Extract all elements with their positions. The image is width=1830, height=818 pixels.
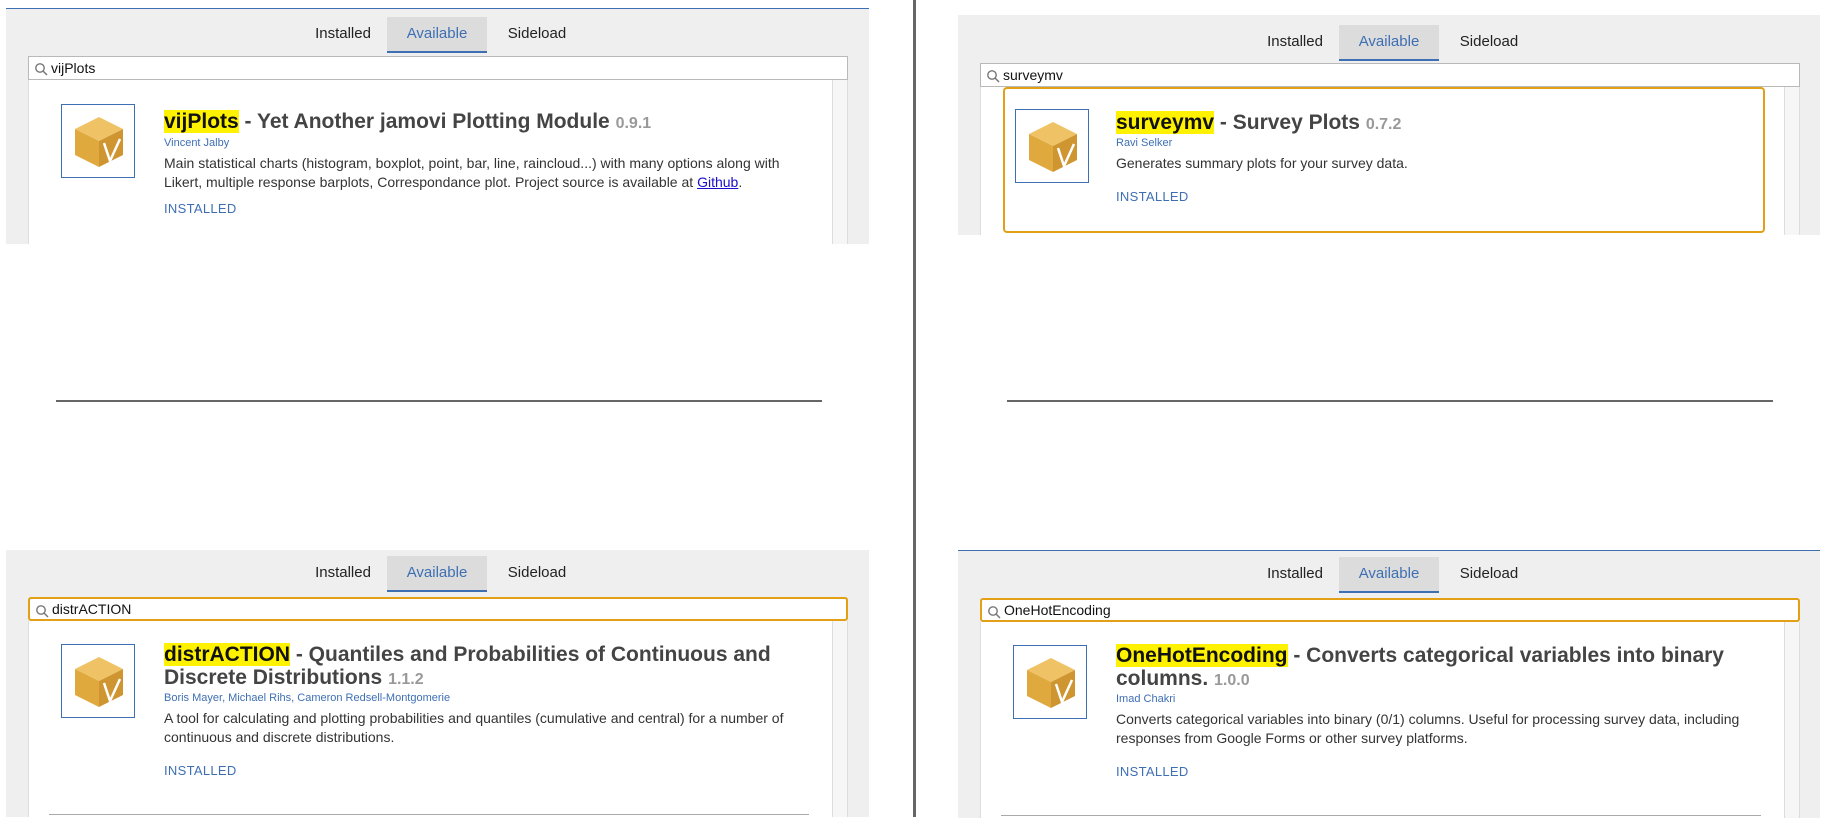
jamovi-module-cube-icon xyxy=(61,104,135,178)
module-item-onehotencoding[interactable] xyxy=(981,622,1771,812)
search-field[interactable] xyxy=(980,598,1800,622)
module-title-text-2: Discrete Distributions xyxy=(164,666,383,689)
scrollbar[interactable] xyxy=(1784,87,1799,235)
search-match-highlight: distrACTION xyxy=(164,643,290,666)
tab-bar xyxy=(6,556,869,592)
module-title xyxy=(1116,111,1746,136)
scrollbar[interactable] xyxy=(832,621,847,817)
tab-sideload[interactable]: Sideload xyxy=(1459,565,1519,582)
jamovi-module-cube-icon xyxy=(61,644,135,718)
module-version: 1.0.0 xyxy=(1214,672,1250,689)
tab-installed[interactable]: Installed xyxy=(1267,565,1323,582)
module-version: 0.7.2 xyxy=(1365,116,1402,133)
search-icon xyxy=(35,604,49,618)
jamovi-module-cube-icon xyxy=(1015,109,1089,183)
module-title xyxy=(164,110,804,135)
search-input[interactable] xyxy=(52,599,842,619)
scrollbar[interactable] xyxy=(1784,622,1799,818)
module-item-vijplots[interactable] xyxy=(29,80,819,240)
search-icon xyxy=(987,605,1001,619)
tab-available[interactable]: Available xyxy=(387,17,487,53)
module-version: 0.9.1 xyxy=(615,115,652,132)
installed-status: INSTALLED xyxy=(1116,764,1189,779)
search-icon xyxy=(986,69,1000,83)
module-list xyxy=(28,621,848,817)
module-item-distraction[interactable] xyxy=(29,621,819,811)
module-authors: Vincent Jalby xyxy=(164,137,230,149)
module-authors: Boris Mayer, Michael Rihs, Cameron Redsell-Montgomerie xyxy=(164,692,451,704)
module-list xyxy=(28,80,848,244)
search-field[interactable] xyxy=(980,63,1800,87)
module-title xyxy=(1116,644,1756,667)
module-title-text: - Quantiles and Probabilities of Continuous and xyxy=(290,643,771,666)
tab-installed[interactable]: Installed xyxy=(315,564,371,581)
jamovi-module-cube-icon xyxy=(1013,645,1087,719)
tab-installed[interactable]: Installed xyxy=(1267,33,1323,50)
tab-available[interactable]: Available xyxy=(1339,557,1439,593)
scrollbar[interactable] xyxy=(832,80,847,244)
search-input[interactable] xyxy=(1004,600,1794,620)
module-authors: Imad Chakri xyxy=(1116,693,1176,705)
vertical-divider xyxy=(913,0,916,817)
tab-bar xyxy=(6,17,869,53)
module-description: Generates summary plots for your survey data. xyxy=(1116,155,1408,171)
module-title-text: - Yet Another jamovi Plotting Module xyxy=(238,110,610,133)
module-list xyxy=(980,87,1800,235)
search-input[interactable] xyxy=(51,57,843,79)
tab-sideload[interactable]: Sideload xyxy=(1459,33,1519,50)
search-match-highlight: surveymv xyxy=(1116,111,1215,134)
module-panel-distraction xyxy=(6,550,869,817)
installed-status: INSTALLED xyxy=(164,201,237,216)
module-panel-onehotencoding xyxy=(958,550,1820,818)
module-description: A tool for calculating and plotting probabilities and quantiles (cumulative and central) for a number of continuous and discrete distributions. xyxy=(164,710,784,745)
item-divider xyxy=(49,814,809,815)
tab-bar xyxy=(958,557,1820,593)
tab-sideload[interactable]: Sideload xyxy=(507,564,567,581)
tab-installed[interactable]: Installed xyxy=(315,25,371,42)
module-authors: Ravi Selker xyxy=(1116,137,1173,149)
tab-available[interactable]: Available xyxy=(1339,25,1439,61)
horizontal-separator-left xyxy=(56,400,822,402)
module-title-line2 xyxy=(164,666,804,691)
module-title-text-2: columns. xyxy=(1116,667,1209,690)
tab-available[interactable]: Available xyxy=(387,556,487,592)
horizontal-separator-right xyxy=(1007,400,1773,402)
module-version: 1.1.2 xyxy=(388,671,424,688)
module-title-line2 xyxy=(1116,667,1756,692)
search-field[interactable] xyxy=(28,597,848,621)
search-match-highlight: OneHotEncoding xyxy=(1116,644,1288,667)
installed-status: INSTALLED xyxy=(1116,189,1189,204)
search-field[interactable] xyxy=(28,56,848,80)
module-title-text: - Converts categorical variables into binary xyxy=(1287,644,1724,667)
module-list xyxy=(980,622,1800,818)
item-divider xyxy=(1001,815,1761,816)
module-item-surveymv[interactable] xyxy=(1003,87,1765,233)
tab-bar xyxy=(958,25,1820,61)
module-title-text: - Survey Plots xyxy=(1214,111,1360,134)
module-description-text: Main statistical charts (histogram, boxplot, point, bar, line, raincloud...) with many options along with Likert, multiple response barplots, Correspondance plot. Project source is available at xyxy=(164,155,780,190)
github-link[interactable]: Github xyxy=(697,174,739,190)
module-description: Converts categorical variables into binary (0/1) columns. Useful for processing survey data, including responses from Google Forms or other survey platforms. xyxy=(1116,711,1740,746)
module-title xyxy=(164,643,804,666)
tab-sideload[interactable]: Sideload xyxy=(507,25,567,42)
search-match-highlight: vijPlots xyxy=(164,110,239,133)
module-panel-vijplots xyxy=(6,8,869,244)
module-panel-surveymv xyxy=(958,15,1820,235)
search-icon xyxy=(34,62,48,76)
search-input[interactable] xyxy=(1003,64,1795,86)
installed-status: INSTALLED xyxy=(164,763,237,778)
module-description: Main statistical charts (histogram, boxplot, point, bar, line, raincloud...) with many options along with Likert, multiple response barplots, Correspondance plot. Project source is available at Github. xyxy=(164,155,780,190)
